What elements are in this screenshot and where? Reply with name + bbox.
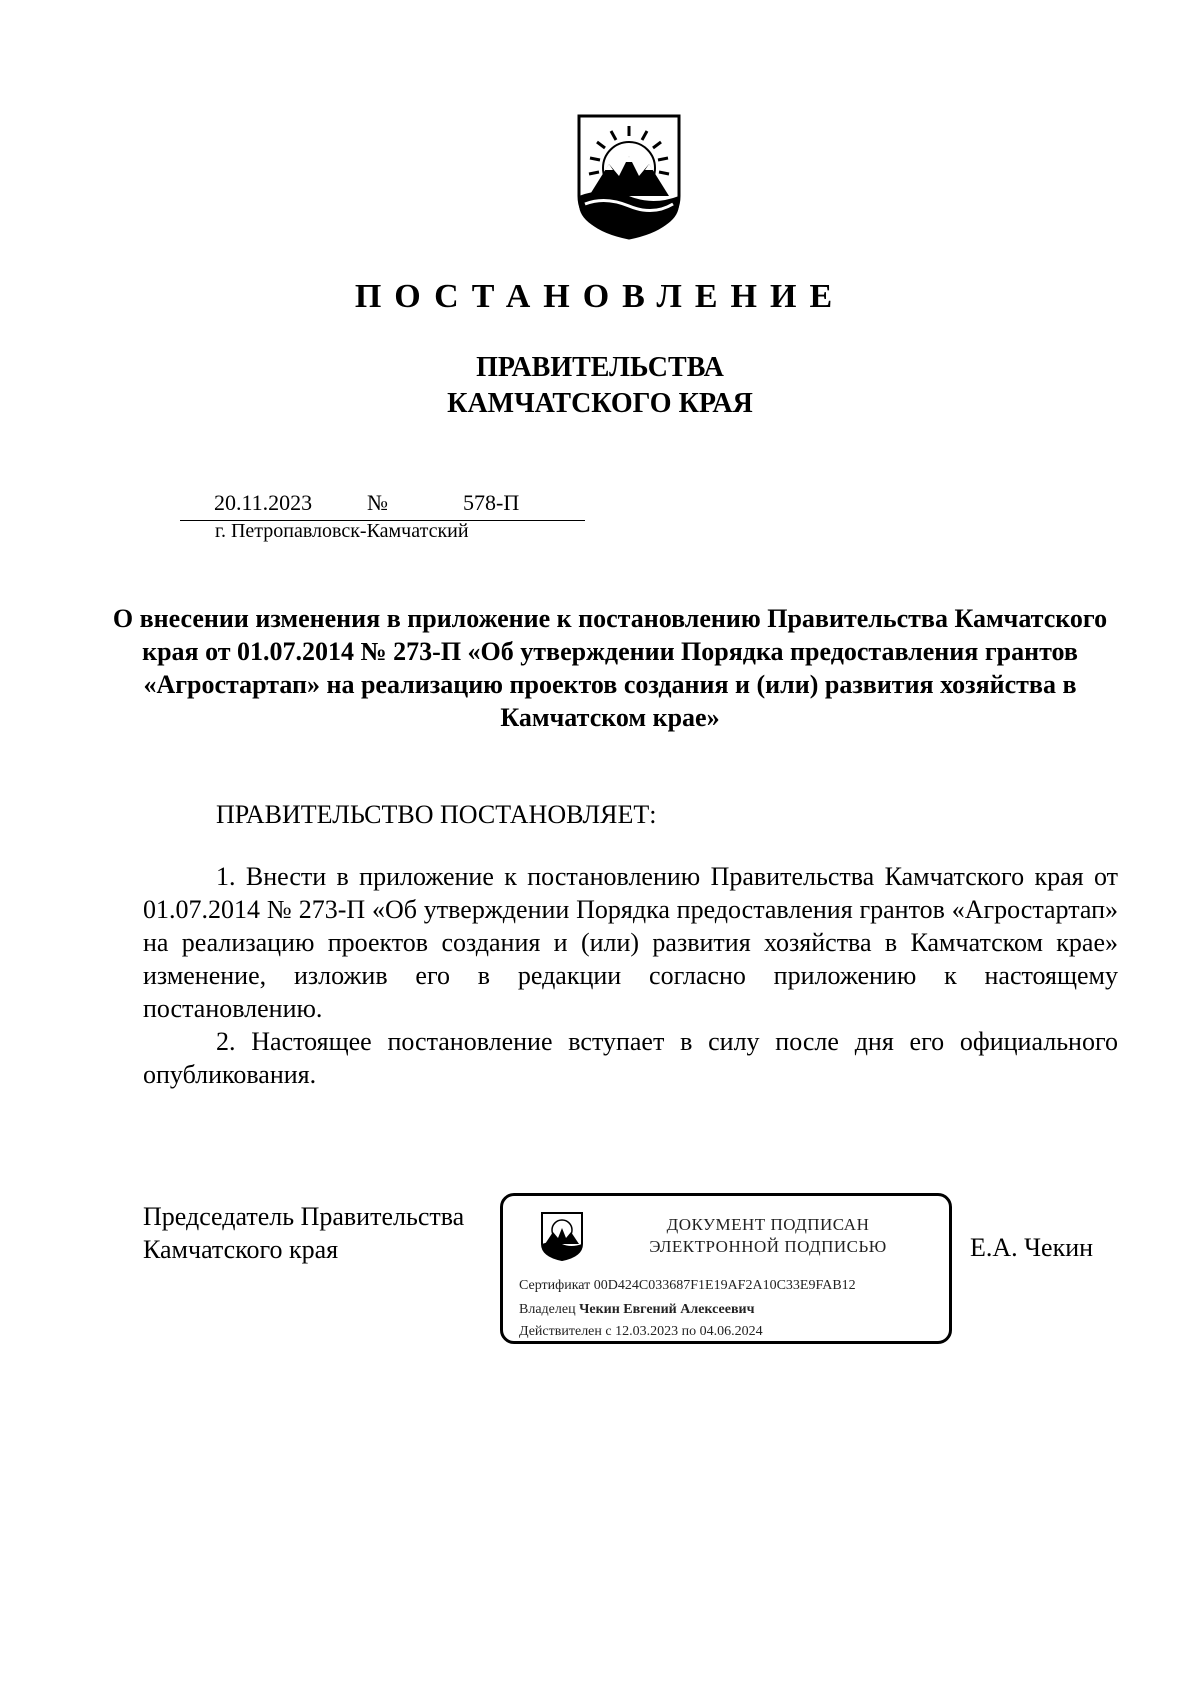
stamp-certificate	[519, 1278, 856, 1294]
certificate-value: 00D424C033687F1E19AF2A10C33E9FAB12	[593, 1278, 856, 1293]
certificate-label: Сертификат	[519, 1278, 591, 1293]
stamp-validity	[519, 1324, 763, 1340]
document-title: О внесении изменения в приложение к постановлению Правительства Камчатского края от 01.07.2014 № 273-П «Об утверждении Порядка предоставления грантов «Агростартап» на реализацию проектов создания и (или) развития хозяйства в Камчатском крае»	[112, 604, 1108, 732]
document-date: 20.11.2023	[214, 490, 313, 515]
document-number: 578-П	[463, 490, 520, 515]
issuer	[0, 350, 1200, 422]
stamp-emblem-icon	[539, 1210, 585, 1262]
valid-label: Действителен с	[519, 1324, 612, 1339]
coat-of-arms-icon	[575, 112, 683, 240]
electronic-signature-stamp	[500, 1193, 952, 1344]
date-number-line	[180, 490, 585, 521]
valid-to: 04.06.2024	[699, 1324, 763, 1339]
issuer-line-1: ПРАВИТЕЛЬСТВА	[476, 352, 724, 383]
number-sign: №	[367, 490, 388, 515]
stamp-heading-line-1: ДОКУМЕНТ ПОДПИСАН	[666, 1215, 870, 1234]
signer-position-line-1: Председатель Правительства	[143, 1202, 465, 1231]
issuer-line-2: КАМЧАТСКОГО КРАЯ	[447, 388, 753, 419]
document-body	[143, 860, 1118, 1091]
paragraph-2: 2. Настоящее постановление вступает в силу после дня его официального опубликования.	[143, 1027, 1118, 1089]
document-type: ПОСТАНОВЛЕНИЕ	[354, 278, 846, 315]
valid-from: 12.03.2023	[615, 1324, 679, 1339]
paragraph-1: 1. Внести в приложение к постановлению Правительства Камчатского края от 01.07.2014 № 273-П «Об утверждении Порядка предоставления грантов «Агростартап» на реализацию проектов создания и (или) развития хозяйства в Камчатском крае» изменение, изложив его в редакции согласно приложению к настоящему постановлению.	[143, 862, 1118, 1023]
stamp-heading-line-2: ЭЛЕКТРОННОЙ ПОДПИСЬЮ	[649, 1237, 887, 1256]
stamp-heading	[603, 1214, 933, 1258]
city: г. Петропавловск-Камчатский	[215, 520, 469, 542]
signer-position-line-2: Камчатского края	[143, 1235, 339, 1264]
owner-value: Чекин Евгений Алексеевич	[579, 1302, 755, 1317]
signer-position	[143, 1200, 464, 1266]
valid-to-label: по	[681, 1324, 697, 1339]
signer-name: Е.А. Чекин	[970, 1233, 1094, 1262]
owner-label: Владелец	[519, 1302, 576, 1317]
decree-heading: ПРАВИТЕЛЬСТВО ПОСТАНОВЛЯЕТ:	[216, 800, 657, 829]
stamp-owner	[519, 1302, 754, 1318]
